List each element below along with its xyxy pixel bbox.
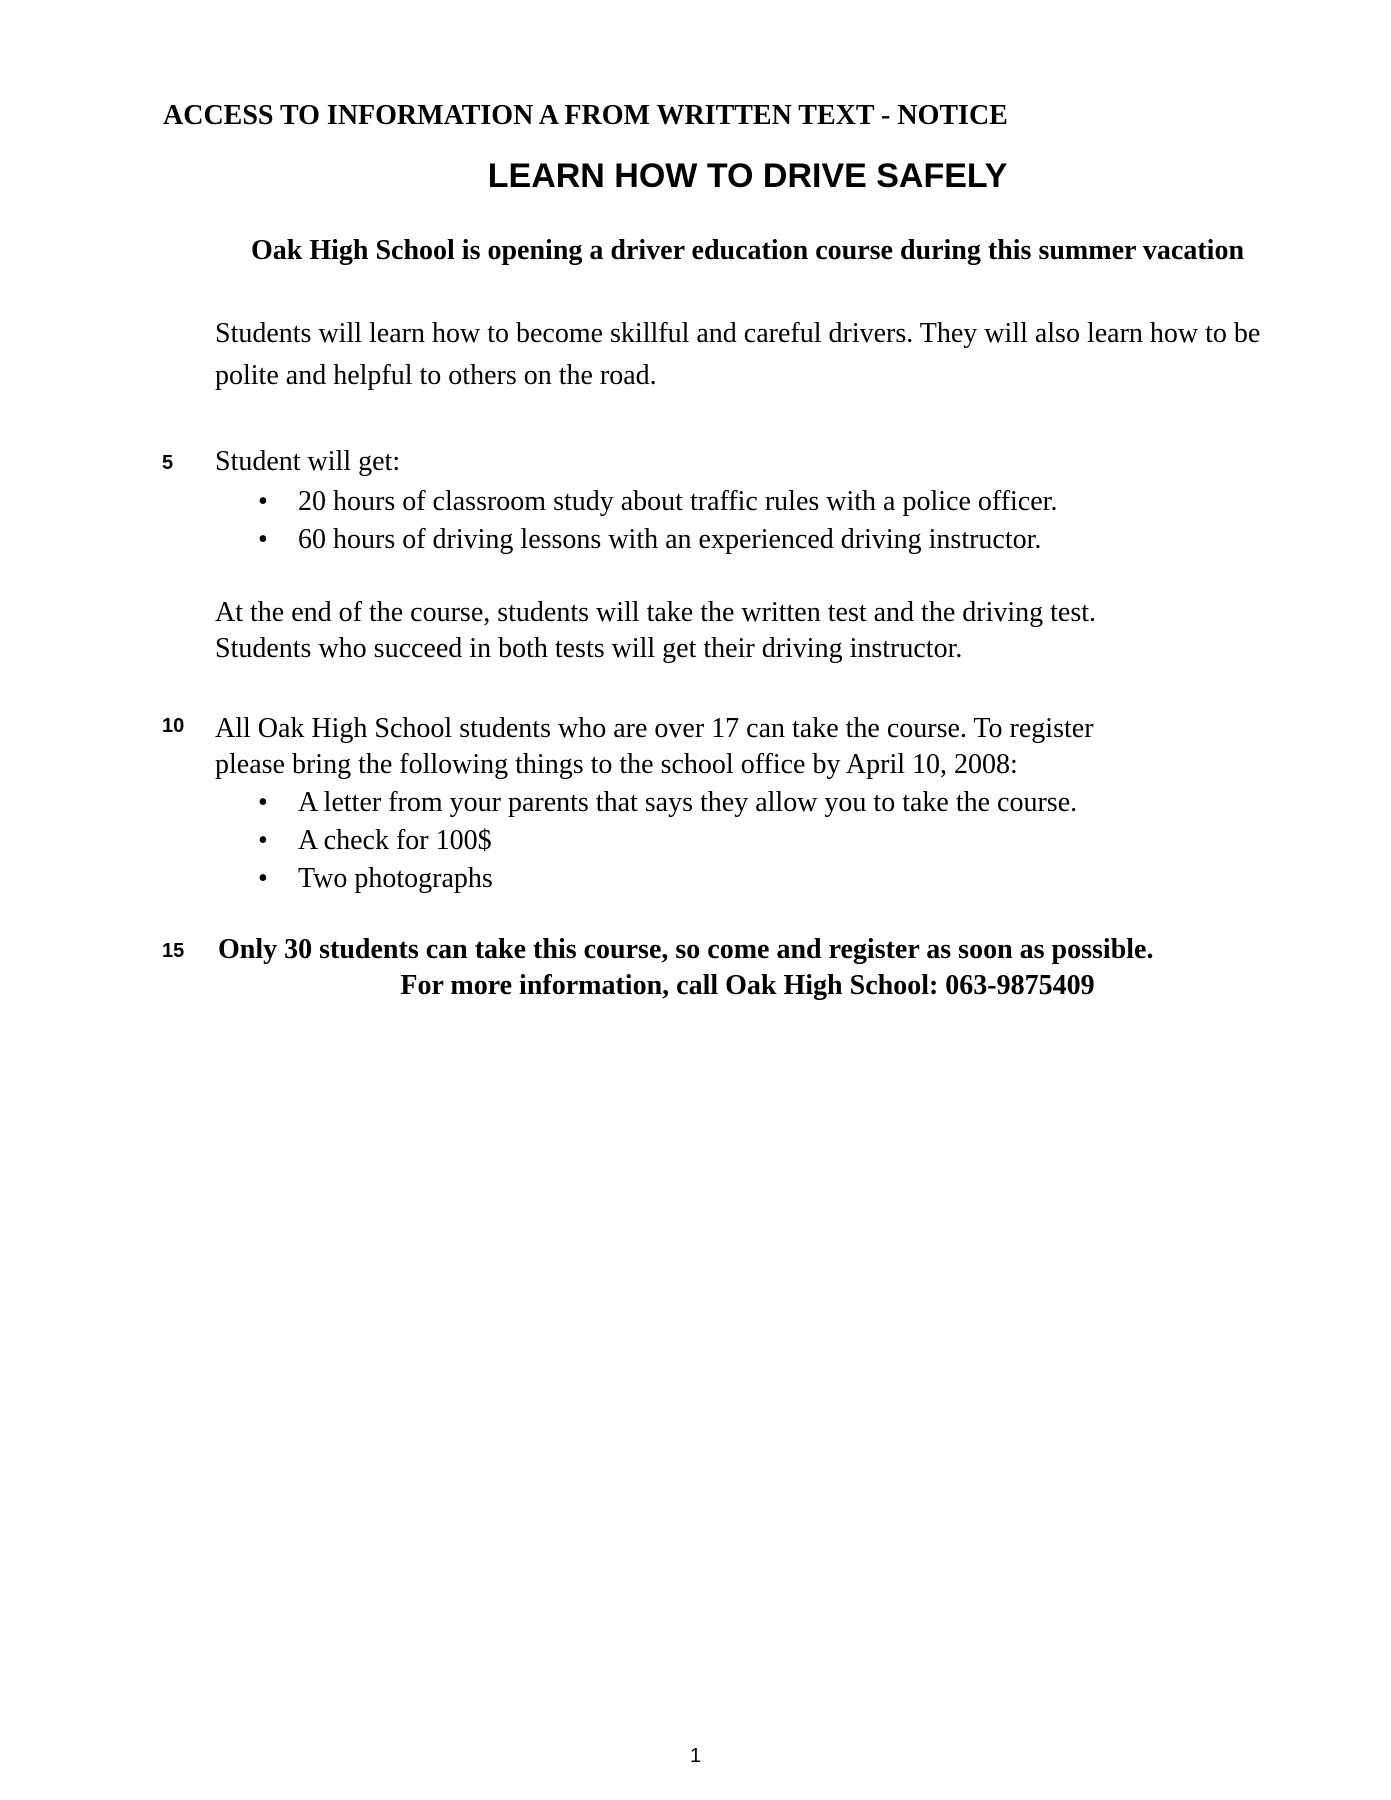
end-of-course-line-1: At the end of the course, students will take the written test and the driving test. [215,597,1097,628]
list-item [258,521,1057,559]
list-item [258,822,1077,860]
section-heading: ACCESS TO INFORMATION A FROM WRITTEN TEXT - NOTICE [163,100,1008,131]
benefits-list [258,483,1057,559]
list-item-text: Two photographs [298,863,493,894]
bullet-icon: • [258,524,268,555]
benefits-lead: Student will get: [215,446,401,477]
closing-line-2: For more information, call Oak High School: 063-9875409 [400,970,1095,1001]
notice-title: LEARN HOW TO DRIVE SAFELY [487,157,1008,195]
page-number: 1 [689,1745,702,1767]
register-paragraph [215,711,1315,783]
list-item [258,784,1077,822]
register-line-1: All Oak High School students who are over 17 can take the course. To register [215,713,1094,744]
list-item-text: A check for 100$ [298,825,492,856]
bullet-icon: • [258,863,268,894]
line-number-5: 5 [162,452,174,474]
register-requirements-list [258,784,1077,898]
bullet-icon: • [258,486,268,517]
list-item-text: A letter from your parents that says they allow you to take the course. [298,787,1078,818]
bullet-icon: • [258,825,268,856]
intro-paragraph: Students will learn how to become skillful and careful drivers. They will also learn how to be polite and helpful to others on the road. [215,318,1261,391]
end-of-course-line-2: Students who succeed in both tests will get their driving instructor. [215,633,963,664]
bullet-icon: • [258,787,268,818]
list-item [258,860,1077,898]
list-item-text: 20 hours of classroom study about traffic rules with a police officer. [298,486,1058,517]
list-item-text: 60 hours of driving lessons with an experienced driving instructor. [298,524,1042,555]
line-number-10: 10 [162,715,185,737]
register-line-2: please bring the following things to the school office by April 10, 2008: [215,749,1018,780]
end-of-course-paragraph [215,595,1315,667]
line-number-15: 15 [162,940,185,962]
closing-line-1: Only 30 students can take this course, so come and register as soon as possible. [218,934,1154,965]
notice-subtitle: Oak High School is opening a driver education course during this summer vacation [250,235,1245,266]
list-item [258,483,1057,521]
